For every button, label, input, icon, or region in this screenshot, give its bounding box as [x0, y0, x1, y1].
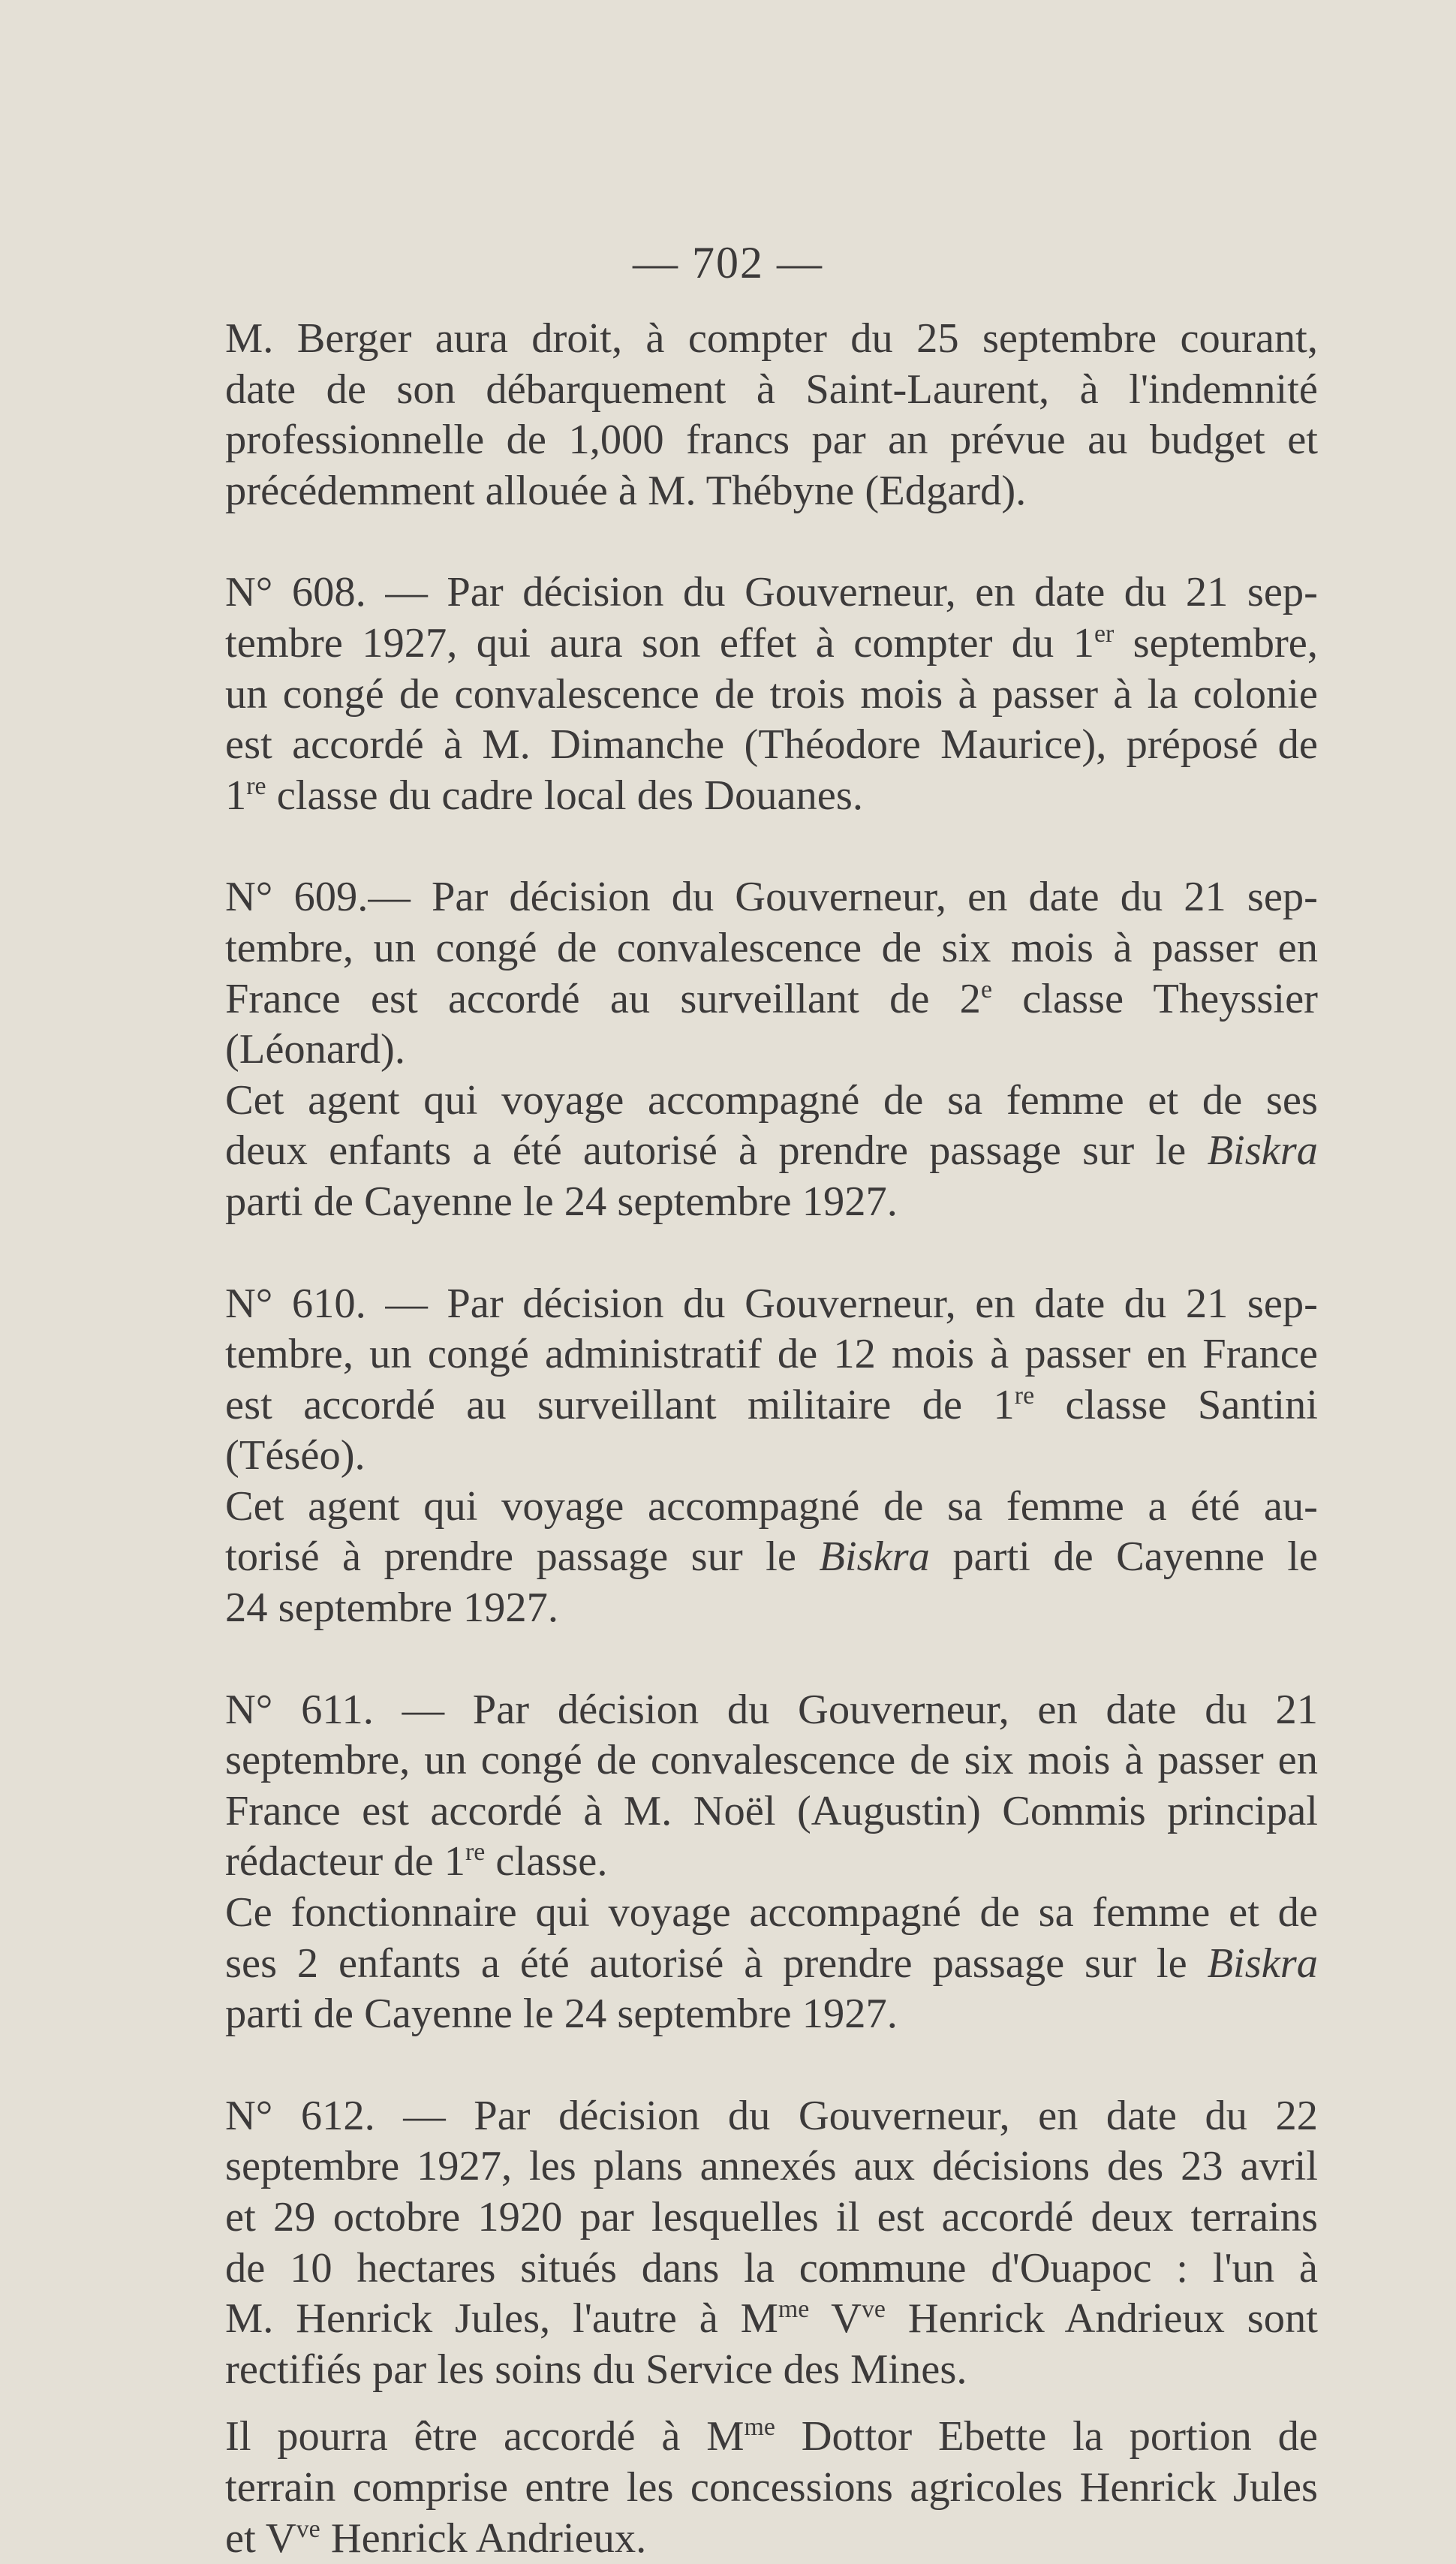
paragraph-decision-610-note [179, 1482, 1318, 1634]
text-line: tembre 1927, qui aura son effet à compter du 1er septembre, [225, 619, 1318, 667]
paragraph-decision-611-note [179, 1888, 1318, 2040]
text-line: N° 612. — Par décision du Gouverneur, en date du 22 [225, 2092, 1318, 2139]
page-number: — 702 — [633, 238, 823, 287]
text-line: septembre 1927, les plans annexés aux décisions des 23 avril [225, 2143, 1318, 2190]
text-line: un congé de convalescence de trois mois à passer à la colonie [225, 670, 1318, 718]
text-line: N° 608. — Par décision du Gouverneur, en date du 21 sep- [225, 569, 1318, 616]
paragraph-berger-indemnity [179, 314, 1318, 516]
text-line: M. Berger aura droit, à compter du 25 septembre courant, [225, 315, 1318, 362]
text-line: précédemment allouée à M. Thébyne (Edgard). [225, 467, 1027, 514]
paragraph-decision-608 [179, 567, 1318, 821]
body-text [179, 314, 1318, 2564]
text-line: (Téséo). [225, 1432, 366, 1479]
text-line: terrain comprise entre les concessions agricoles Henrick Jules [225, 2463, 1318, 2511]
text-line: Il pourra être accordé à $M^{me}$ Dottor Ebette la portion de [225, 2413, 1318, 2460]
text-line: deux enfants a été autorisé à prendre passage sur le Biskra [225, 1127, 1318, 1175]
text-line: 24 septembre 1927. [225, 1584, 559, 1632]
text-line: N° 609.— Par décision du Gouverneur, en date du 21 sep- [225, 874, 1318, 921]
text-line: parti de Cayenne le 24 septembre 1927. [225, 1991, 898, 2038]
text-line: est accordé au surveillant militaire de 1re classe Santini [225, 1381, 1318, 1428]
text-line: tembre, un congé de convalescence de six mois à passer en [225, 924, 1318, 971]
paragraph-decision-612-note [179, 2412, 1318, 2564]
text-line: N° 611. — Par décision du Gouverneur, en date du 21 [225, 1686, 1318, 1733]
text-line: de 10 hectares situés dans la commune d'Ouapoc : l'un à [225, 2244, 1318, 2292]
text-line: ses 2 enfants a été autorisé à prendre passage sur le Biskra [225, 1940, 1318, 1987]
text-line: professionnelle de 1,000 francs par an prévue au budget et [225, 417, 1318, 464]
text-line: septembre, un congé de convalescence de six mois à passer en [225, 1737, 1318, 1784]
text-line: torisé à prendre passage sur le Biskra parti de Cayenne le [225, 1533, 1318, 1581]
text-line: et 29 octobre 1920 par lesquelles il est accordé deux terrains [225, 2194, 1318, 2240]
text-line: France est accordé au surveillant de 2e classe Theyssier [225, 975, 1318, 1022]
text-line: parti de Cayenne le 24 septembre 1927. [225, 1178, 898, 1225]
text-line: Ce fonctionnaire qui voyage accompagné de sa femme et de [225, 1889, 1318, 1937]
text-line: date de son débarquement à Saint-Laurent, à l'indemnité [225, 366, 1318, 413]
text-line: France est accordé à M. Noël (Augustin) Commis principal [225, 1787, 1318, 1834]
text-line: rectifiés par les soins du Service des Mines. [225, 2346, 967, 2393]
text-line: rédacteur de 1re classe. [225, 1838, 608, 1885]
paragraph-decision-609 [179, 872, 1318, 1075]
text-line: est accordé à M. Dimanche (Théodore Maurice), préposé de [225, 721, 1318, 769]
text-line: Cet agent qui voyage accompagné de sa femme et de ses [225, 1076, 1318, 1124]
text-line: M. Henrick Jules, l'autre à $M^{me}$ $V^{ve}$ Henrick Andrieux sont [225, 2295, 1318, 2343]
paragraph-decision-612 [179, 2091, 1318, 2396]
text-line: et $V^{ve}$ Henrick Andrieux. [225, 2514, 647, 2562]
text-line: Cet agent qui voyage accompagné de sa femme a été au- [225, 1482, 1318, 1530]
text-line: 1re classe du cadre local des Douanes. [225, 772, 863, 819]
text-line: N° 610. — Par décision du Gouverneur, en date du 21 sep- [225, 1280, 1318, 1327]
paragraph-decision-609-note [179, 1076, 1318, 1228]
paragraph-decision-611 [179, 1685, 1318, 1888]
text-line: (Léonard). [225, 1026, 405, 1073]
paragraph-decision-610 [179, 1279, 1318, 1482]
text-line: tembre, un congé administratif de 12 mois à passer en France [225, 1331, 1318, 1378]
